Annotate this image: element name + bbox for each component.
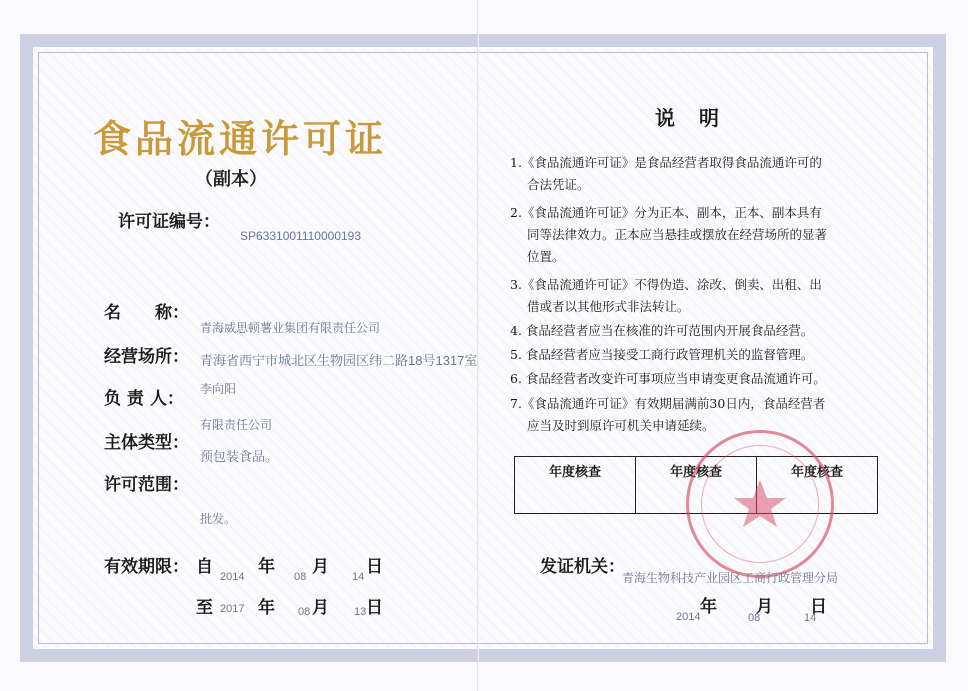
- note-line-6: 3.《食品流通许可证》不得伪造、涂改、倒卖、出租、出: [510, 277, 822, 292]
- scope-value-2: 批发。: [200, 512, 237, 526]
- review-cell-3: 年度核查: [790, 465, 843, 480]
- address-label: 经营场所：: [104, 347, 189, 367]
- certificate-title: 食品流通许可证: [93, 116, 388, 161]
- issuer-value: 青海生物科技产业园区工商行政管理分局: [622, 571, 839, 585]
- to-day: 13: [354, 606, 367, 618]
- person-value: 李向阳: [200, 382, 237, 396]
- note-line-11: 7.《食品流通许可证》有效期届满前30日内，食品经营者: [510, 396, 826, 411]
- issuer-label: 发证机关：: [540, 557, 625, 577]
- to-month: 08: [298, 606, 311, 618]
- from-char: 自: [196, 557, 213, 577]
- from-month: 08: [294, 571, 307, 583]
- to-year: 2017: [220, 603, 245, 615]
- to-year-char: 年: [258, 598, 275, 618]
- from-day-char: 日: [366, 557, 383, 577]
- note-line-8: 4. 食品经营者应当在核准的许可范围内开展食品经营。: [510, 323, 814, 338]
- issue-year: 2014: [676, 611, 701, 623]
- name-label: 名 称：: [104, 303, 189, 323]
- to-month-char: 月: [312, 598, 329, 618]
- from-year-char: 年: [258, 557, 275, 577]
- scope-value-1: 预包装食品。: [200, 449, 279, 464]
- issue-month: 08: [748, 612, 761, 624]
- license-no-label: 许可证编号：: [118, 212, 220, 232]
- from-month-char: 月: [312, 557, 329, 577]
- from-year: 2014: [220, 571, 245, 583]
- issue-day-char: 日: [810, 597, 827, 617]
- validity-label: 有效期限：: [104, 557, 189, 577]
- from-day: 14: [352, 571, 365, 583]
- seal-star-icon: [686, 430, 834, 578]
- note-line-9: 5. 食品经营者应当接受工商行政管理机关的监督管理。: [510, 347, 814, 362]
- review-cell-2: 年度核查: [636, 457, 757, 513]
- type-value: 有限责任公司: [200, 418, 273, 432]
- issue-month-char: 月: [756, 597, 773, 617]
- issue-day: 14: [804, 612, 817, 624]
- name-value: 青海威思顿薯业集团有限责任公司: [200, 321, 381, 335]
- fold-line: [477, 0, 479, 691]
- note-line-10: 6. 食品经营者改变许可事项应当申请变更食品流通许可。: [510, 371, 826, 386]
- to-day-char: 日: [366, 598, 383, 618]
- note-line-7: 借或者以其他形式非法转让。: [527, 299, 690, 314]
- official-seal: [686, 430, 834, 578]
- explanation-title: 说 明: [655, 106, 721, 130]
- certificate-subtitle: （副本）: [195, 169, 267, 190]
- note-line-3: 2.《食品流通许可证》分为正本、副本，正本、副本具有: [510, 205, 822, 220]
- license-no-value: SP6331001110000193: [240, 229, 362, 243]
- issue-year-char: 年: [700, 597, 717, 617]
- note-line-2: 合法凭证。: [527, 177, 590, 192]
- note-line-5: 位置。: [527, 249, 565, 264]
- to-char: 至: [196, 598, 213, 618]
- note-line-12: 应当及时到原许可机关申请延续。: [527, 418, 715, 433]
- note-line-1: 1.《食品流通许可证》是食品经营者取得食品流通许可的: [510, 155, 822, 170]
- review-cell-1: 年度核查: [515, 457, 636, 513]
- note-line-4: 同等法律效力。正本应当悬挂或摆放在经营场所的显著: [527, 227, 828, 242]
- scope-label: 许可范围：: [104, 475, 189, 495]
- address-value: 青海省西宁市城北区生物园区纬二路18号1317室: [200, 353, 478, 368]
- type-label: 主体类型：: [104, 433, 189, 453]
- person-label: 负 责 人：: [104, 389, 184, 409]
